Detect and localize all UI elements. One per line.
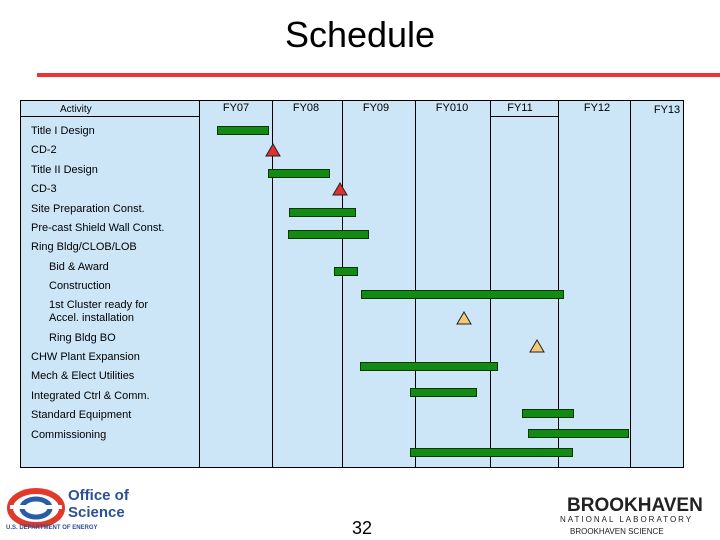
row-label: Site Preparation Const. xyxy=(31,203,145,215)
bnl-name: BROOKHAVEN xyxy=(567,495,703,516)
ofs-line2: Science xyxy=(68,504,125,521)
office-of-science-logo xyxy=(6,487,146,537)
gantt-bar-bid-award xyxy=(334,267,358,276)
doe-text: U.S. DEPARTMENT OF ENERGY xyxy=(6,525,98,531)
bnl-footer: BROOKHAVEN SCIENCE xyxy=(570,527,664,536)
gantt-bar-commissioning xyxy=(410,448,573,457)
fy-header: FY11 xyxy=(507,102,533,114)
fy-header: FY010 xyxy=(435,102,469,114)
row-label: Bid & Award xyxy=(49,261,109,273)
row-label: Standard Equipment xyxy=(31,409,132,421)
page-number: 32 xyxy=(352,518,373,538)
row-label: 1st Cluster ready for Accel. installation xyxy=(49,299,149,324)
gantt-bar-precast-shield-wall xyxy=(288,230,369,239)
header-underline xyxy=(20,116,199,117)
fy-header: FY07 xyxy=(222,102,250,114)
gantt-bar-standard-equipment xyxy=(528,429,629,438)
gantt-bar-chw-plant xyxy=(360,362,498,371)
row-label: Integrated Ctrl & Comm. xyxy=(31,390,150,402)
header-underline xyxy=(490,116,558,117)
activity-header: Activity xyxy=(60,104,92,115)
fy-header: FY09 xyxy=(362,102,390,114)
fy-header: FY08 xyxy=(292,102,320,114)
milestone-first-cluster-icon xyxy=(456,311,472,325)
slide-title: Schedule xyxy=(284,14,436,55)
grid-line xyxy=(415,100,416,468)
gantt-bar-construction xyxy=(361,290,564,299)
milestone-cd2-icon xyxy=(265,143,281,157)
brookhaven-logo xyxy=(560,495,720,540)
row-label: Construction xyxy=(49,280,111,292)
office-of-science-emblem-icon xyxy=(6,487,66,529)
row-label: Commissioning xyxy=(31,429,107,441)
ofs-line1: Office of xyxy=(68,487,129,504)
gantt-bar-integrated-ctrl xyxy=(522,409,574,418)
fy-header: FY12 xyxy=(583,102,611,114)
milestone-cd3-icon xyxy=(332,182,348,196)
row-label: CD-3 xyxy=(31,183,57,195)
grid-line xyxy=(342,100,343,468)
row-label: CHW Plant Expansion xyxy=(31,351,140,363)
row-label: Title I Design xyxy=(31,125,95,137)
grid-line xyxy=(199,100,200,468)
bnl-sub: NATIONAL LABORATORY xyxy=(560,515,694,524)
title-underline xyxy=(37,73,720,77)
row-label: Ring Bldg BO xyxy=(49,332,116,344)
row-label: CD-2 xyxy=(31,144,57,156)
row-label: Mech & Elect Utilities xyxy=(31,370,135,382)
grid-line xyxy=(490,100,491,468)
gantt-bar-title-i-design xyxy=(217,126,269,135)
row-label: Pre-cast Shield Wall Const. xyxy=(31,222,165,234)
row-label: Title II Design xyxy=(31,164,98,176)
gantt-bar-site-preparation xyxy=(289,208,356,217)
milestone-ring-bldg-bo-icon xyxy=(529,339,545,353)
row-label: Ring Bldg/CLOB/LOB xyxy=(31,241,137,253)
gantt-bar-title-ii-design xyxy=(268,169,330,178)
fy-header: FY13 xyxy=(653,104,681,116)
gantt-bar-mech-elect-utilities xyxy=(410,388,477,397)
grid-line xyxy=(630,100,631,468)
